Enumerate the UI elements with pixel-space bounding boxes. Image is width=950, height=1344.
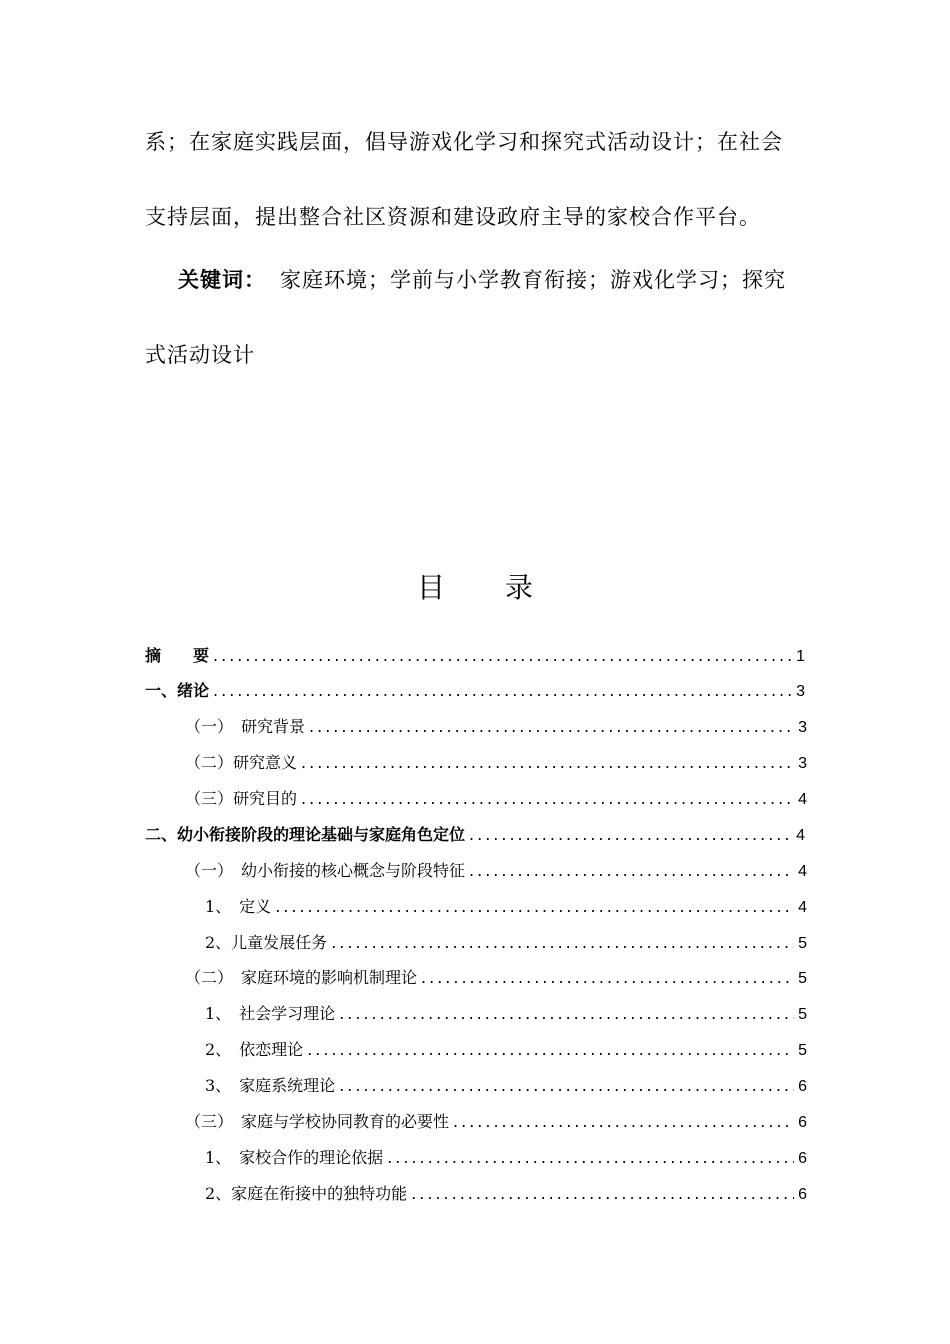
- toc-entry-text: 1、 家校合作的理论依据: [205, 1148, 384, 1167]
- toc-title-char-2: 录: [505, 571, 534, 604]
- toc-entry-text: 二、幼小衔接阶段的理论基础与家庭角色定位: [145, 825, 466, 844]
- toc-leader-dots: [339, 1075, 794, 1097]
- toc-page-number: 4: [798, 899, 807, 916]
- toc-entry-social-learning-theory[interactable]: [205, 1003, 807, 1026]
- toc-page-number: 3: [796, 683, 805, 700]
- toc-entry-research-purpose[interactable]: [185, 788, 807, 811]
- toc-page-number: 6: [798, 1078, 807, 1095]
- abstract-line-2: 支持层面，提出整合社区资源和建设政府主导的家校合作平台。: [145, 205, 761, 229]
- toc-entry-introduction[interactable]: [145, 680, 805, 703]
- toc-entry-research-significance[interactable]: [185, 752, 807, 775]
- toc-entry-family-influence-theory[interactable]: [185, 967, 807, 990]
- toc-entry-family-unique-function[interactable]: [205, 1183, 807, 1206]
- toc-entry-text: 2、儿童发展任务: [205, 933, 328, 952]
- toc-entry-text: （一） 研究背景: [185, 717, 306, 736]
- toc-page-number: 4: [798, 791, 807, 808]
- toc-leader-dots: [387, 1147, 794, 1169]
- toc-page-number: 6: [798, 1114, 807, 1131]
- toc-entry-text: （一） 幼小衔接的核心概念与阶段特征: [185, 861, 466, 880]
- toc-entry-child-development-tasks[interactable]: [205, 932, 807, 955]
- toc-entry-text: 3、 家庭系统理论: [205, 1076, 336, 1095]
- toc-page-number: 5: [798, 1042, 807, 1059]
- toc-page-number: 3: [798, 755, 807, 772]
- toc-entry-chapter-two[interactable]: [145, 824, 805, 847]
- toc-entry-core-concepts[interactable]: [185, 860, 807, 883]
- toc-leader-dots: [339, 1003, 794, 1025]
- toc-page-number: 4: [796, 827, 805, 844]
- keywords-line-2: 式活动设计: [145, 343, 255, 367]
- toc-entry-collaboration-necessity[interactable]: [185, 1111, 807, 1134]
- toc-entry-text: （二） 家庭环境的影响机制理论: [185, 968, 418, 987]
- toc-entry-text: 一、绪论: [145, 681, 210, 700]
- toc-leader-dots: [309, 716, 794, 738]
- toc-entry-text: （三） 家庭与学校协同教育的必要性: [185, 1112, 450, 1131]
- toc-leader-dots: [301, 752, 794, 774]
- toc-entry-text: 1、 社会学习理论: [205, 1004, 336, 1023]
- toc-entry-text: （三）研究目的: [185, 789, 298, 808]
- toc-entry-home-school-theory[interactable]: [205, 1147, 807, 1170]
- toc-page-number: 5: [798, 1006, 807, 1023]
- toc-leader-dots: [453, 1111, 794, 1133]
- toc-leader-dots: [331, 932, 794, 954]
- toc-entry-text: 摘 要: [145, 646, 210, 665]
- toc-title-char-1: 目: [416, 571, 445, 604]
- toc-page-number: 6: [798, 1186, 807, 1203]
- toc-leader-dots: [469, 860, 794, 882]
- toc-entry-text: 2、 依恋理论: [205, 1040, 304, 1059]
- toc-leader-dots: [275, 896, 794, 918]
- keywords-label: 关键词：: [178, 268, 266, 292]
- toc-page-number: 6: [798, 1150, 807, 1167]
- toc-entry-text: （二）研究意义: [185, 753, 298, 772]
- keywords-text: 家庭环境；学前与小学教育衔接；游戏化学习；探究: [280, 268, 786, 292]
- abstract-line-1: 系；在家庭实践层面，倡导游戏化学习和探究式活动设计；在社会: [145, 130, 783, 154]
- toc-entry-text: 1、 定义: [205, 897, 272, 916]
- toc-leader-dots: [213, 645, 792, 667]
- toc-entry-abstract[interactable]: [145, 645, 805, 668]
- toc-leader-dots: [469, 824, 792, 846]
- toc-page-number: 4: [798, 863, 807, 880]
- toc-entry-family-systems-theory[interactable]: [205, 1075, 807, 1098]
- toc-entry-text: 2、家庭在衔接中的独特功能: [205, 1184, 408, 1203]
- toc-entry-definition[interactable]: [205, 896, 807, 919]
- toc-leader-dots: [301, 788, 794, 810]
- toc-entry-attachment-theory[interactable]: [205, 1039, 807, 1062]
- toc-page-number: 5: [798, 970, 807, 987]
- toc-title: [0, 568, 950, 608]
- toc-page-number: 5: [798, 935, 807, 952]
- toc-leader-dots: [307, 1039, 794, 1061]
- toc-page-number: 1: [796, 648, 805, 665]
- toc-page-number: 3: [798, 719, 807, 736]
- toc-leader-dots: [213, 680, 792, 702]
- keywords-line-1: [178, 266, 786, 294]
- toc-entry-research-background[interactable]: [185, 716, 807, 739]
- toc-leader-dots: [411, 1183, 794, 1205]
- toc-leader-dots: [421, 967, 794, 989]
